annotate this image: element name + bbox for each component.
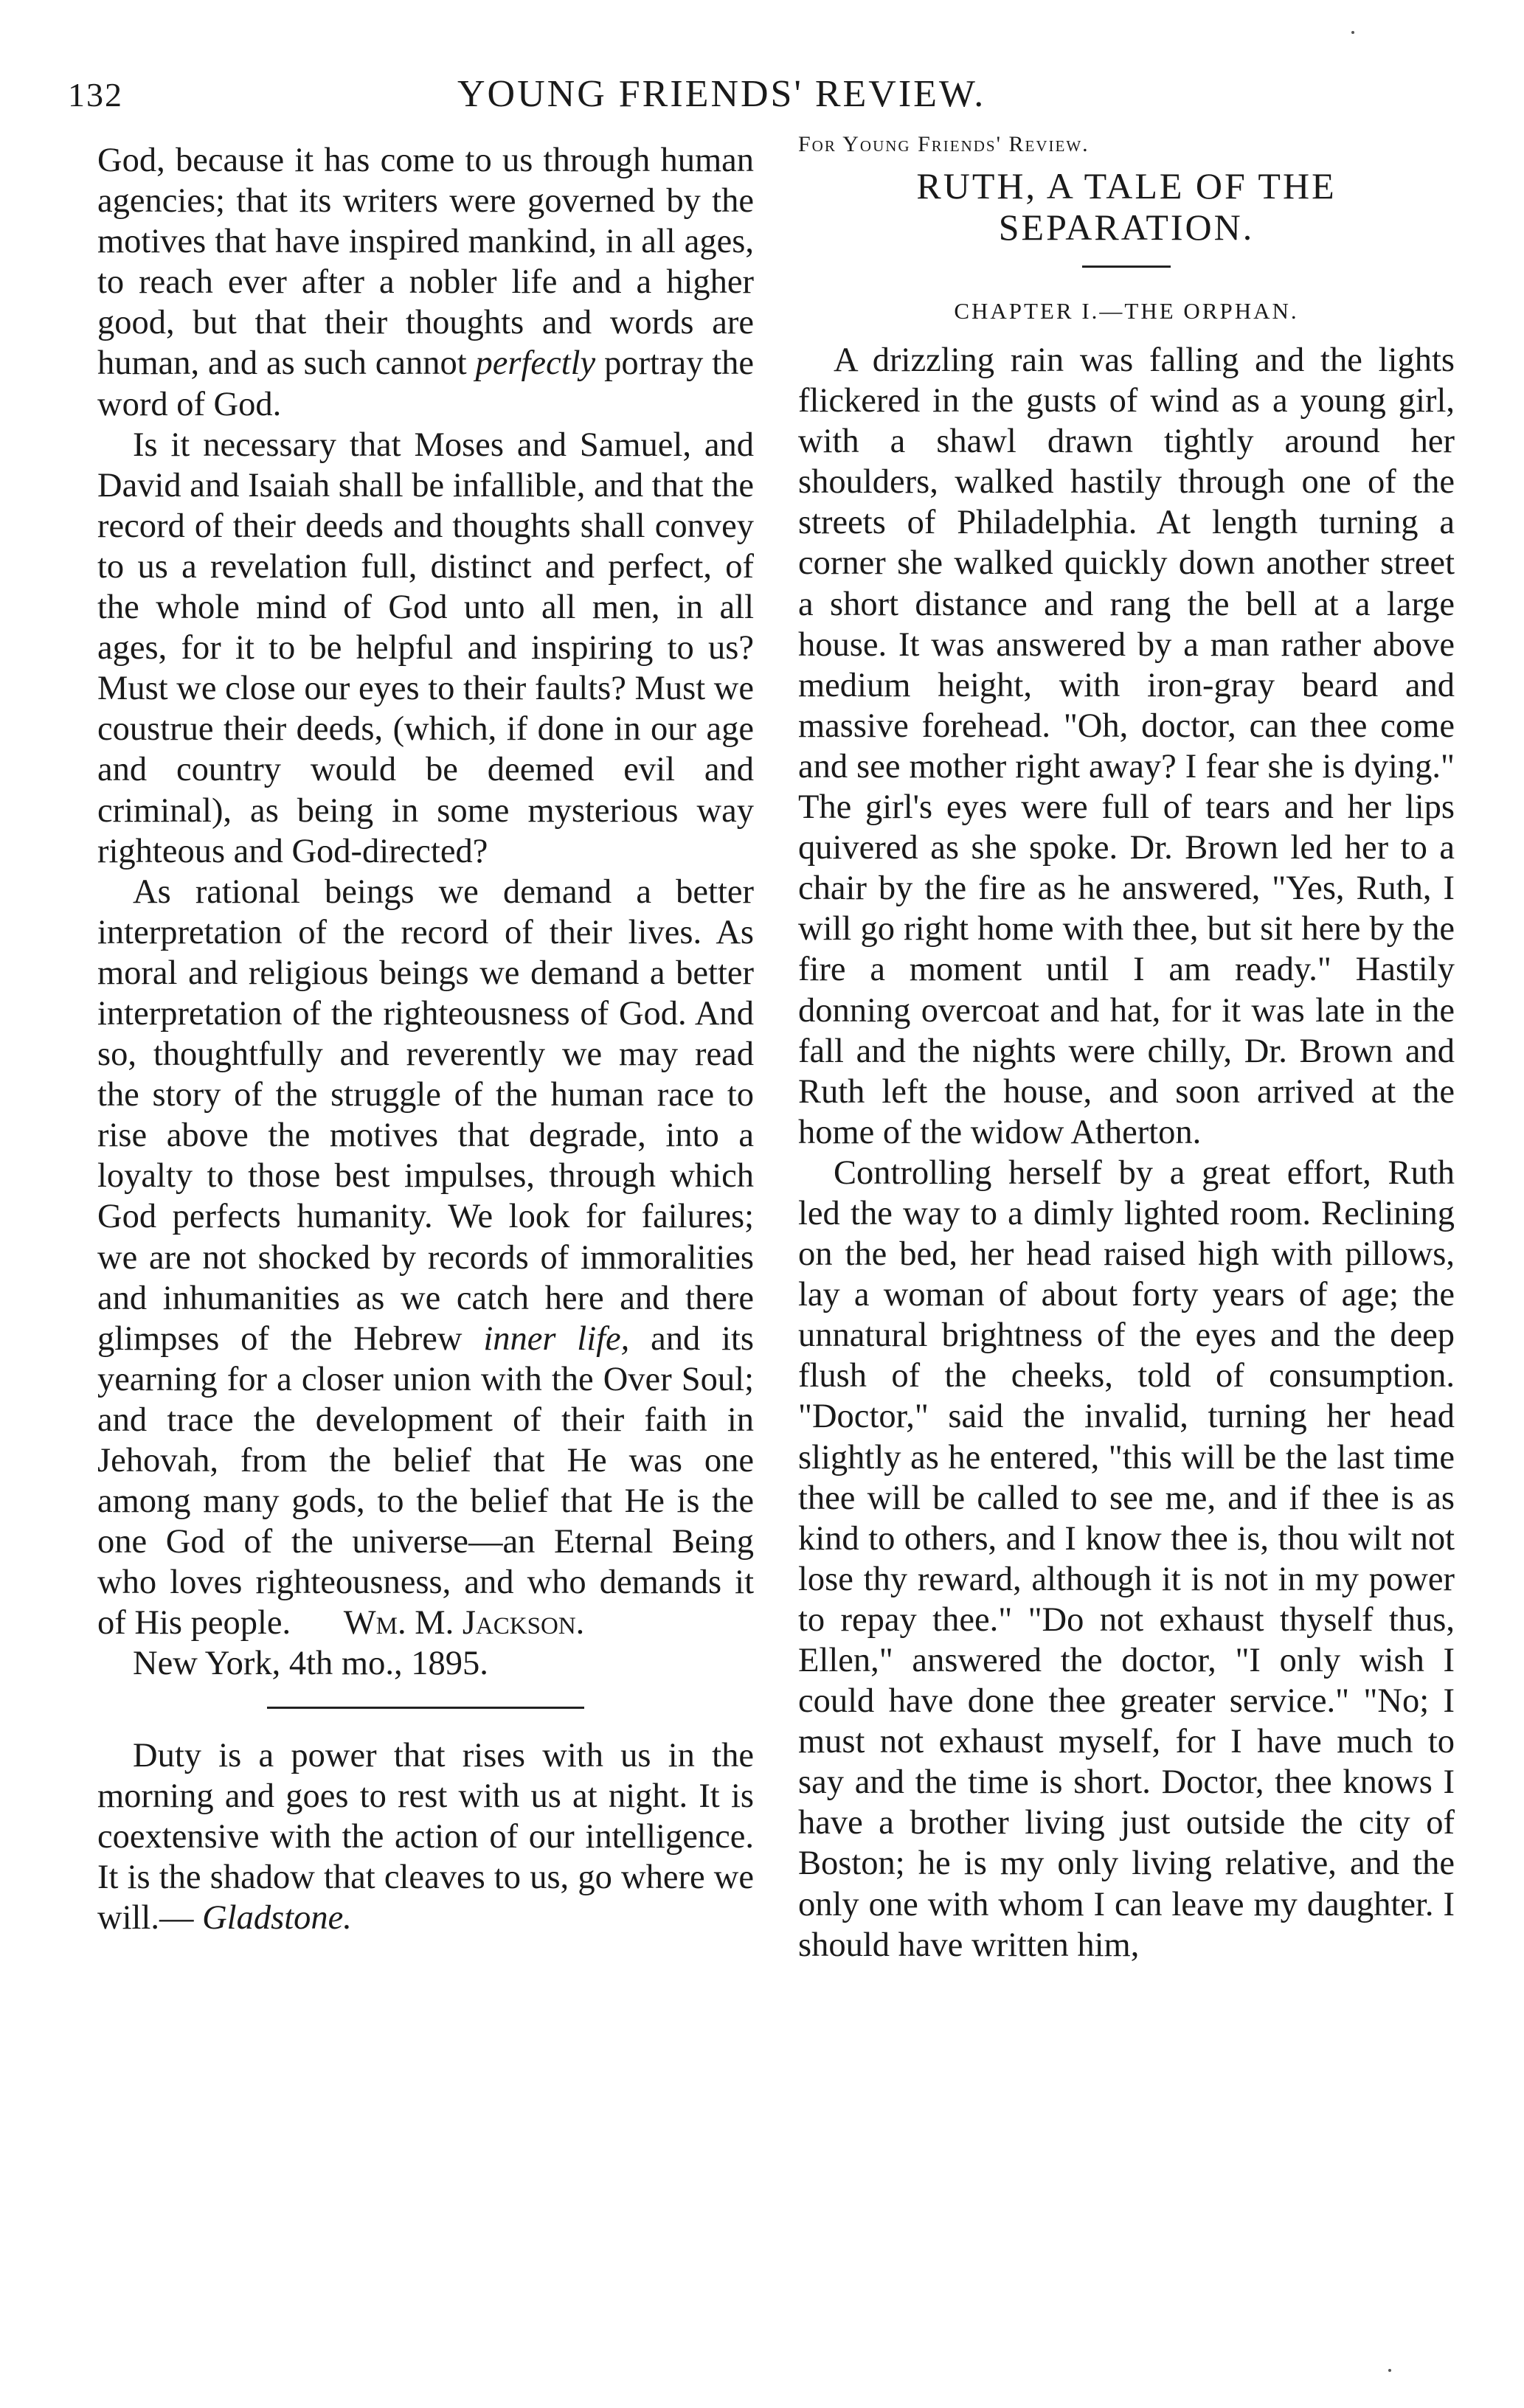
emphasis-text: perfectly	[475, 344, 596, 383]
article-source: For Young Friends' Review.	[798, 132, 1090, 156]
emphasis-text: inner life,	[483, 1319, 630, 1358]
chapter-heading: CHAPTER I.—THE ORPHAN.	[954, 298, 1299, 324]
paragraph-text: God, because it has come to us through human agencies; that its writers were governed by the motives that have inspired mankind, in all ages, to reach ever after a nobler life and a higher good, but that their thoughts and words are human, and as such cannot	[97, 142, 754, 383]
section-divider	[267, 1707, 584, 1709]
quotation	[97, 1735, 754, 1938]
author-signature: Wm. M. Jackson.	[343, 1604, 585, 1642]
left-column	[97, 140, 754, 1938]
paragraph-text: As rational beings we demand a better interpretation of the record of their lives. As moral and religious beings we demand a better interpretation of the righteousness of God. And so, thoughtfully and reverently we may read the story of the struggle of the human race to rise above the motives that degrade, into a loyalty to those best impulses, through which God perfects humanity. We look for failures; we are not shocked by records of immoralities and inhumanities as we catch here and there glimpses of the Hebrew	[97, 872, 754, 1358]
print-speck	[1388, 2369, 1391, 2372]
paragraph: A drizzling rain was falling and the lights flickered in the gusts of wind as a young girl, with a shawl drawn tightly around her shoulders, walked hastily through one of the streets of Philadelphia. At length turning a corner she walked quickly down another street a short distance and rang the bell at a large house. It was answered by a man rather above medium height, with iron-gray beard and massive forehead. "Oh, doctor, can thee come and see mother right away? I fear she is dying." The girl's eyes were full of tears and her lips quivered as she spoke. Dr. Brown led her to a chair by the fire as he answered, "Yes, Ruth, I will go right home with thee, but sit here by the fire a moment until I am ready." Hastily donning overcoat and hat, for it was late in the fall and the nights were chilly, Dr. Brown and Ruth left the house, and soon arrived at the home of the widow Atherton.	[798, 341, 1455, 1151]
article-title: RUTH, A TALE OF THE SEPARATION.	[916, 165, 1337, 248]
paragraph	[97, 872, 754, 1644]
quotation-text: Duty is a power that rises with us in the morning and goes to rest with us at night. It is coextensive with the action of our intelligence. It is the shadow that cleaves to us, go where we will.—	[97, 1736, 754, 1937]
page-number: 132	[68, 76, 123, 114]
paragraph-continued	[97, 140, 754, 425]
title-divider	[1082, 266, 1171, 268]
paragraph: Controlling herself by a great effort, Ruth led the way to a dimly lighted room. Reclining on the bed, her head raised high with pillows, lay a woman of about forty years of age; the unnatural brightness of the eyes and the deep flush of the cheeks, told of consumption. "Doctor," said the invalid, turning her head slightly as he entered, "this will be the last time thee will be called to see me, and if thee is as kind to others, and I know thee is, thou wilt not lose thy reward, although it is not in my power to repay thee." "Do not exhaust thyself thus, Ellen," answered the doctor, "I only wish I could have done thee greater service." "No; I must not exhaust myself, for I have much to say and the time is short. Doctor, thee knows I have a brother living just outside the city of Boston; he is my only living relative, and the only one with whom I can leave my daughter. I should have written him,	[798, 1153, 1455, 1964]
paragraph-text: portray the word of God.	[97, 344, 755, 423]
print-speck	[1351, 31, 1354, 34]
paragraph: Is it necessary that Moses and Samuel, and David and Isaiah shall be infallible, and that the record of their deeds and thoughts shall convey to us a revelation full, distinct and perfect, of the whole mind of God unto all men, in all ages, for it to be helpful and inspiring to us? Must we close our eyes to their faults? Must we coustrue their deeds, (which, if done in our age and country would be deemed evil and criminal), as being in some mysterious way righteous and God-directed?	[97, 426, 754, 870]
right-column	[798, 132, 1455, 1965]
dateline: New York, 4th mo., 1895.	[133, 1645, 488, 1683]
quotation-author: Gladstone.	[202, 1898, 352, 1937]
running-head: YOUNG FRIENDS' REVIEW.	[457, 73, 986, 115]
paragraph-text: and its yearning for a closer union with the Over Soul; and trace the development of their faith in Jehovah, from the belief that He was one among many gods, to the belief that He is the one God of the universe—an Eternal Being who loves righteousness, and who demands it of His people.	[97, 1319, 755, 1642]
